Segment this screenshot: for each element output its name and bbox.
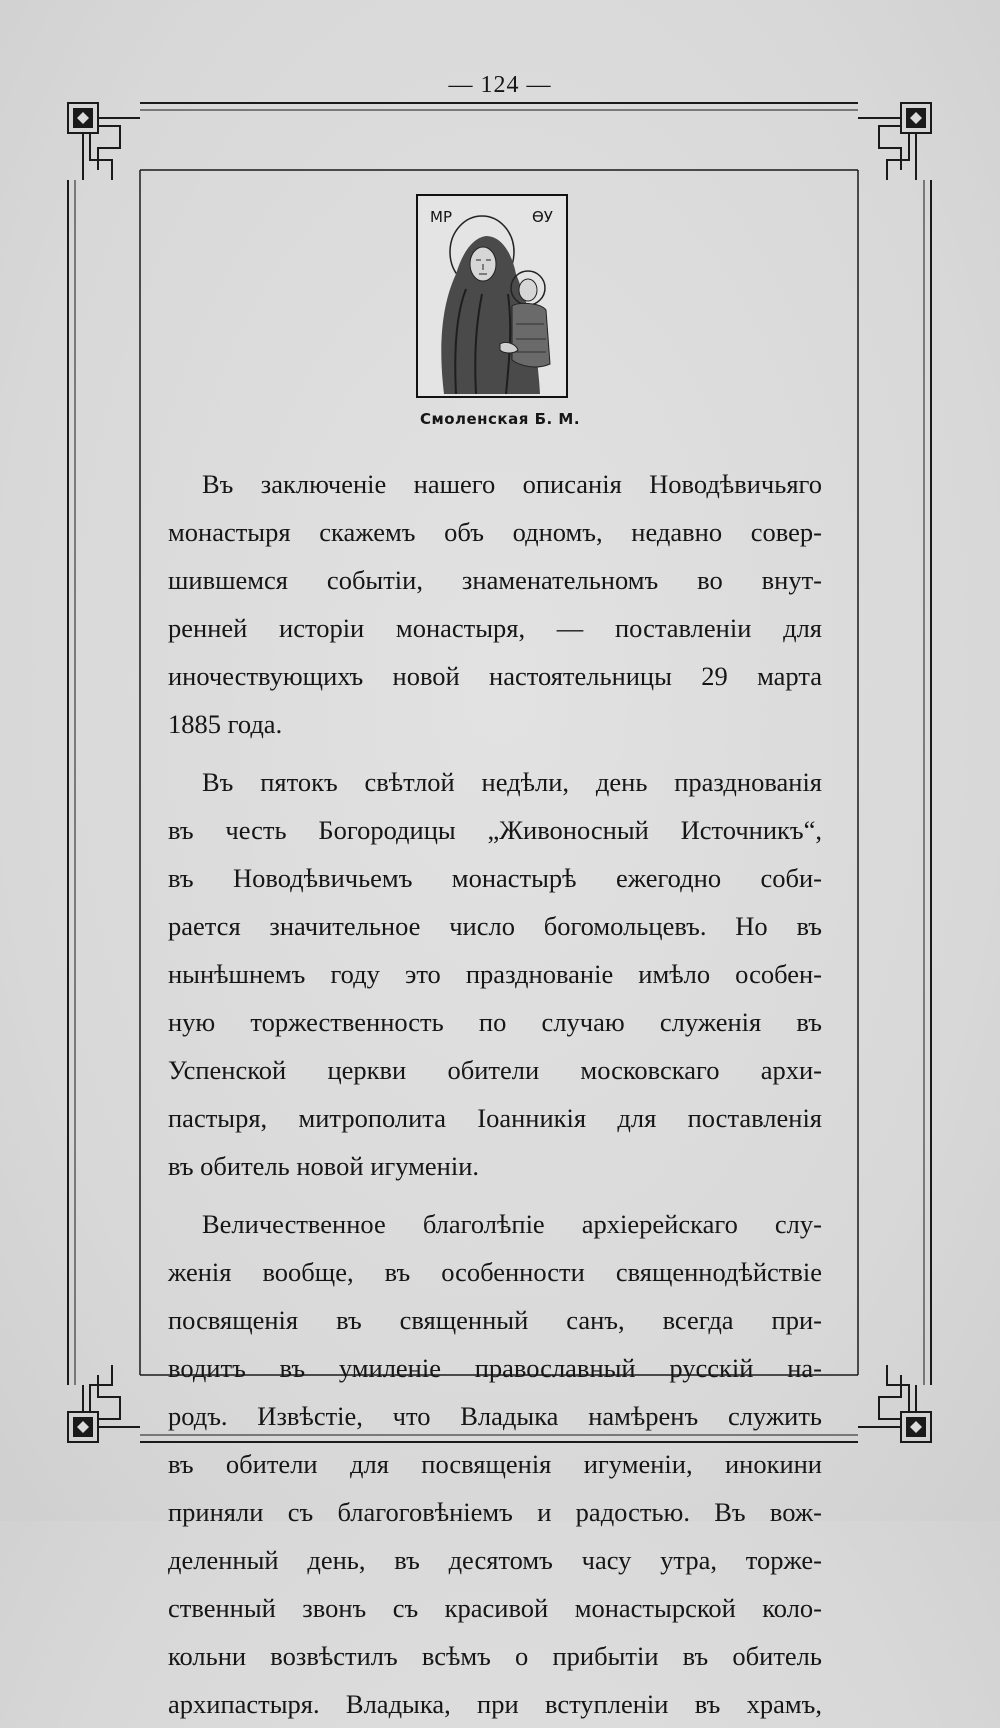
- paragraph: [168, 1200, 822, 1728]
- paragraph: [168, 758, 822, 1190]
- text-line: шившемся событiи, знаменательномъ во внут-: [168, 565, 822, 595]
- text-line: ственный звонъ съ красивой монастырской коло-: [168, 1593, 822, 1623]
- text-line: деленный день, въ десятомъ часу утра, торже-: [168, 1545, 822, 1575]
- body-text: [168, 460, 822, 1728]
- text-line: посвященiя въ священный санъ, всегда при-: [168, 1305, 822, 1335]
- text-line: въ обители для посвященiя игуменiи, инокини: [168, 1449, 822, 1479]
- text-line: Успенской церкви обители московскаго архи-: [168, 1055, 822, 1085]
- text-line: нынѣшнемъ году это празднованiе имѣло особен-: [168, 959, 822, 989]
- text-line: архипастыря. Владыка, при вступленiи въ храмъ,: [168, 1689, 822, 1719]
- text-line: Въ заключенiе нашего описанiя Новодѣвичьяго: [202, 469, 822, 499]
- text-line: кольни возвѣстилъ всѣмъ о прибытiи въ обитель: [168, 1641, 822, 1671]
- text-line: въ обитель новой игуменiи.: [168, 1151, 480, 1181]
- text-line: женiя вообще, въ особенности священнодѣйствiе: [168, 1257, 822, 1287]
- text-line: ную торжественность по случаю служенiя въ: [168, 1007, 822, 1037]
- text-line: ренней исторiи монастыря, — поставленiи для: [168, 613, 822, 643]
- text-line: Величественное благолѣпiе архiерейскаго слу-: [202, 1209, 822, 1239]
- text-line: въ честь Богородицы „Живоносный Источникъ“,: [168, 815, 822, 845]
- icon-letters-left: МР: [430, 208, 452, 226]
- text-line: 1885 года.: [168, 709, 283, 739]
- text-line: иночествующихъ новой настоятельницы 29 марта: [168, 661, 822, 691]
- text-line: родъ. Извѣстiе, что Владыка намѣренъ служить: [168, 1401, 822, 1431]
- text-line: Въ пятокъ свѣтлой недѣли, день празднованiя: [202, 767, 822, 797]
- figure-caption: Смоленская Б. М.: [419, 410, 581, 428]
- text-line: въ Новодѣвичьемъ монастырѣ ежегодно соби-: [168, 863, 822, 893]
- icon-letters-right: ѲУ: [532, 208, 553, 226]
- paragraph: [168, 460, 822, 748]
- text-line: водитъ въ умиленiе православный русскiй на-: [168, 1353, 822, 1383]
- text-line: пастыря, митрополита Iоанникiя для поставленiя: [168, 1103, 822, 1133]
- page-number: — 124 —: [448, 72, 552, 98]
- text-line: монастыря скажемъ объ одномъ, недавно совер-: [168, 517, 822, 547]
- text-line: приняли съ благоговѣнiемъ и радостью. Въ вож-: [168, 1497, 822, 1527]
- text-line: рается значительное число богомольцевъ. Но въ: [168, 911, 822, 941]
